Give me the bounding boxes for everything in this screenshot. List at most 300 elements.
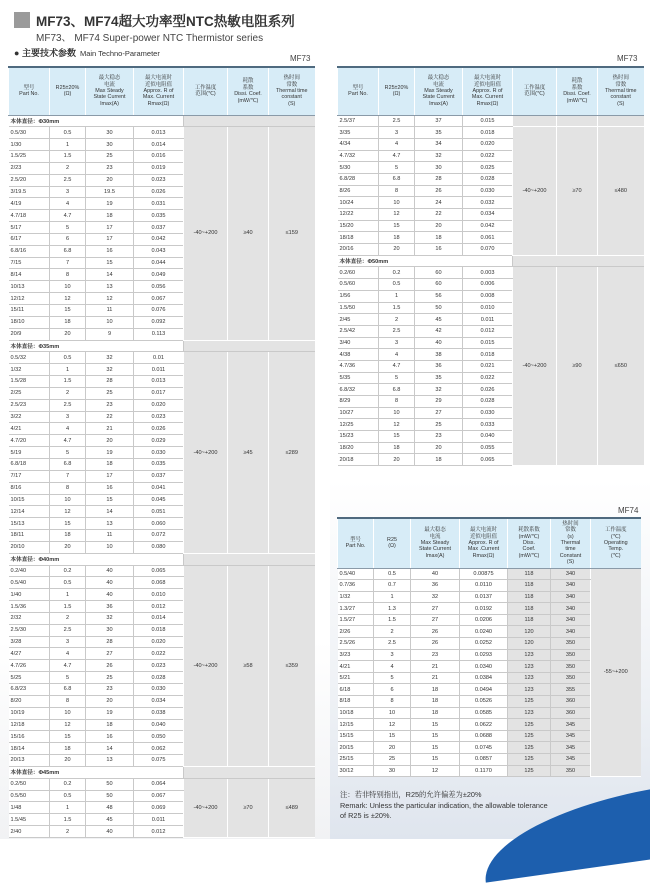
temp-range-cell: -40~+200 [184, 565, 228, 766]
temp-range-cell: -40~+200 [184, 778, 228, 837]
rmax-cell: 0.037 [134, 470, 184, 482]
imax-cell: 38 [415, 349, 463, 361]
imax-cell: 30 [86, 139, 134, 151]
mf73-table-left [8, 66, 315, 838]
section-row [9, 766, 315, 778]
r25-cell: 12 [50, 506, 86, 518]
imax-cell: 50 [86, 790, 134, 802]
r25-cell: 10 [50, 707, 86, 719]
part-no-cell: 2/40 [9, 826, 50, 838]
rmax-cell: 0.092 [134, 316, 184, 328]
rmax-cell: 0.00875 [460, 568, 508, 580]
imax-cell: 32 [415, 150, 463, 162]
imax-cell: 40 [415, 337, 463, 349]
r25-cell: 4 [50, 423, 86, 435]
column-header-line: 耗散 [571, 78, 583, 85]
part-no-cell: 8/26 [338, 185, 379, 197]
r25-cell: 5 [379, 372, 415, 384]
imax-cell: 32 [415, 384, 463, 396]
rmax-cell: 0.038 [134, 707, 184, 719]
rmax-cell: 0.031 [134, 198, 184, 210]
thermal-constant-cell: 360 [551, 707, 591, 719]
part-no-cell: 25/15 [338, 754, 374, 766]
rmax-cell: 0.065 [463, 454, 513, 466]
column-header-line: 近似电阻值 [474, 81, 501, 88]
r25-cell: 4 [379, 138, 415, 150]
part-no-cell: 8/16 [9, 482, 50, 494]
r25-cell: 18 [50, 316, 86, 328]
mf73-label-left: MF73 [290, 54, 311, 63]
rmax-cell: 0.035 [134, 210, 184, 222]
rmax-cell: 0.1170 [460, 765, 508, 777]
rmax-cell: 0.011 [134, 364, 184, 376]
remark [340, 790, 548, 822]
column-header-line: Part No. [348, 91, 368, 98]
rmax-cell: 0.035 [134, 458, 184, 470]
imax-cell: 40 [86, 565, 134, 577]
imax-cell: 50 [415, 302, 463, 314]
imax-cell: 25 [86, 387, 134, 399]
rmax-cell: 0.028 [463, 396, 513, 408]
section-filler [513, 255, 644, 267]
imax-cell: 14 [86, 506, 134, 518]
remark-cn: 注：若非特别指出，R25的允许偏差为±20% [340, 790, 482, 799]
remark-en-line2: of R25 is ±20%. [340, 811, 392, 820]
part-no-cell: 5/30 [338, 162, 379, 174]
r25-cell: 6.8 [50, 684, 86, 696]
rmax-cell: 0.028 [463, 173, 513, 185]
r25-cell: 4 [50, 648, 86, 660]
imax-cell: 16 [86, 482, 134, 494]
part-no-cell: 5/19 [9, 447, 50, 459]
part-no-cell: 20/13 [9, 755, 50, 767]
part-no-cell: 30/12 [338, 765, 374, 777]
imax-cell: 40 [86, 589, 134, 601]
r25-cell: 0.5 [379, 279, 415, 291]
part-no-cell: 2/45 [338, 314, 379, 326]
imax-cell: 14 [86, 269, 134, 281]
table-row [338, 127, 644, 139]
column-header [269, 67, 315, 115]
rmax-cell: 0.012 [134, 826, 184, 838]
r25-cell: 8 [379, 185, 415, 197]
column-header [86, 67, 134, 115]
rmax-cell: 0.055 [463, 442, 513, 454]
rmax-cell: 0.015 [463, 337, 513, 349]
section-filler [184, 766, 315, 778]
r25-cell: 4 [379, 349, 415, 361]
section-label: 本体直径：Φ45mm [9, 766, 184, 778]
rmax-cell: 0.014 [134, 139, 184, 151]
part-no-cell: 1.5/36 [9, 601, 50, 613]
column-header-line: 最大电流时 [470, 527, 497, 534]
column-header-line: (S) [288, 100, 296, 107]
part-no-cell: 6/18 [338, 684, 374, 696]
column-header-line: Max .Current [467, 546, 500, 553]
imax-cell: 15 [411, 730, 460, 742]
rmax-cell: 0.017 [134, 387, 184, 399]
part-no-cell: 8/18 [338, 696, 374, 708]
imax-cell: 20 [86, 435, 134, 447]
dissipation-cell: 123 [508, 684, 551, 696]
rmax-cell: 0.012 [134, 601, 184, 613]
column-header-line: Max Steady [95, 88, 124, 95]
column-header-line: R25±20% [384, 84, 409, 91]
r25-cell: 10 [50, 281, 86, 293]
column-header-line: (℃) [610, 533, 621, 540]
imax-cell: 22 [415, 209, 463, 221]
imax-cell: 10 [86, 541, 134, 553]
column-header-line: Thermal [560, 540, 581, 547]
dissipation-cell: 120 [508, 638, 551, 650]
column-header-line: Max. Current [142, 94, 175, 101]
dissipation-cell: 120 [508, 626, 551, 638]
part-no-cell: 1/32 [9, 364, 50, 376]
thermal-constant-cell: 345 [551, 742, 591, 754]
r25-cell: 3 [379, 337, 415, 349]
r25-cell: 6.8 [50, 458, 86, 470]
operating-temp-cell: -55~+200 [591, 568, 641, 777]
rmax-cell: 0.030 [463, 407, 513, 419]
imax-cell: 27 [415, 407, 463, 419]
thermal-constant-cell: 340 [551, 603, 591, 615]
r25-cell: 10 [379, 197, 415, 209]
column-header-line: Thermal time [605, 88, 637, 95]
imax-cell: 13 [86, 281, 134, 293]
imax-cell: 36 [86, 601, 134, 613]
imax-cell: 37 [415, 115, 463, 127]
r25-cell: 15 [374, 730, 411, 742]
part-no-cell: 15/13 [9, 518, 50, 530]
column-header-line: Dissi. Coef. [234, 91, 262, 98]
rmax-cell: 0.010 [463, 302, 513, 314]
rmax-cell: 0.016 [134, 151, 184, 163]
imax-cell: 48 [86, 802, 134, 814]
column-header-line: Max. Current [471, 94, 504, 101]
imax-cell: 40 [86, 577, 134, 589]
r25-cell: 1.5 [374, 614, 411, 626]
part-no-cell: 6.8/23 [9, 684, 50, 696]
column-header-line: (mW/℃) [237, 97, 259, 104]
r25-cell: 6 [50, 233, 86, 245]
dissipation-cell: 123 [508, 672, 551, 684]
part-no-cell: 3/23 [338, 649, 374, 661]
part-no-cell: 12/25 [338, 419, 379, 431]
r25-cell: 6.8 [379, 173, 415, 185]
part-no-cell: 4.7/32 [338, 150, 379, 162]
imax-cell: 60 [415, 267, 463, 279]
part-no-cell: 0.5/30 [9, 127, 50, 139]
thermal-constant-cell: 360 [551, 696, 591, 708]
imax-cell: 18 [86, 458, 134, 470]
part-no-cell: 8/14 [9, 269, 50, 281]
rmax-cell: 0.0192 [460, 603, 508, 615]
imax-cell: 11 [86, 305, 134, 317]
rmax-cell: 0.076 [134, 305, 184, 317]
thermal-constant-cell: 345 [551, 754, 591, 766]
r25-cell: 0.2 [50, 778, 86, 790]
r25-cell: 0.5 [50, 790, 86, 802]
temp-range-cell: -40~+200 [184, 352, 228, 553]
rmax-cell: 0.026 [463, 384, 513, 396]
r25-cell: 3 [374, 649, 411, 661]
r25-cell: 2.5 [374, 638, 411, 650]
r25-cell: 5 [50, 447, 86, 459]
part-no-cell: 1.5/28 [9, 376, 50, 388]
r25-cell: 12 [379, 209, 415, 221]
rmax-cell: 0.060 [134, 518, 184, 530]
rmax-cell: 0.069 [134, 802, 184, 814]
part-no-cell: 15/20 [338, 220, 379, 232]
imax-cell: 23 [86, 684, 134, 696]
rmax-cell: 0.029 [134, 435, 184, 447]
rmax-cell: 0.065 [134, 565, 184, 577]
r25-cell: 6.8 [50, 245, 86, 257]
part-no-cell: 20/18 [338, 454, 379, 466]
column-header-line: 电流 [104, 81, 115, 88]
imax-cell: 14 [86, 743, 134, 755]
rmax-cell: 0.018 [463, 349, 513, 361]
imax-cell: 25 [86, 672, 134, 684]
column-header [338, 67, 379, 115]
r25-cell: 6 [374, 684, 411, 696]
dissipation-cell: 118 [508, 591, 551, 603]
imax-cell: 18 [415, 454, 463, 466]
column-header-line: 范围(℃) [524, 91, 545, 98]
part-no-cell: 2.5/26 [338, 638, 374, 650]
column-header [411, 518, 460, 568]
column-header-line: time [565, 546, 576, 553]
imax-cell: 17 [86, 470, 134, 482]
column-header-line: (mW/℃) [518, 533, 540, 540]
column-header-line: Part No. [19, 91, 39, 98]
imax-cell: 34 [415, 138, 463, 150]
imax-cell: 13 [86, 755, 134, 767]
imax-cell: 23 [415, 431, 463, 443]
part-no-cell: 20/16 [338, 244, 379, 256]
part-no-cell: 2.5/23 [9, 399, 50, 411]
rmax-cell: 0.023 [134, 660, 184, 672]
rmax-cell: 0.0240 [460, 626, 508, 638]
thermal-constant-cell: 340 [551, 614, 591, 626]
rmax-cell: 0.030 [463, 185, 513, 197]
column-header-line: Thermal time [276, 88, 308, 95]
rmax-cell: 0.012 [463, 325, 513, 337]
imax-cell: 16 [86, 245, 134, 257]
part-no-cell: 2.5/30 [9, 624, 50, 636]
r25-cell: 15 [379, 220, 415, 232]
rmax-cell: 0.010 [134, 589, 184, 601]
part-no-cell: 6.8/16 [9, 245, 50, 257]
column-header-line: 系数 [571, 84, 583, 91]
rmax-cell: 0.0622 [460, 719, 508, 731]
dissipation-cell: ≥70 [557, 127, 598, 256]
imax-cell: 20 [415, 220, 463, 232]
rmax-cell: 0.003 [463, 267, 513, 279]
r25-cell: 3 [50, 411, 86, 423]
imax-cell: 17 [86, 233, 134, 245]
column-header-line: 电流 [433, 81, 444, 88]
imax-cell: 19.5 [86, 186, 134, 198]
thermal-constant-cell: ≤359 [269, 565, 315, 766]
section-label: 本体直径：Φ40mm [9, 553, 184, 565]
imax-cell: 18 [411, 696, 460, 708]
r25-cell: 10 [379, 407, 415, 419]
r25-cell: 8 [50, 269, 86, 281]
column-header-line: 近似电阻值 [470, 533, 497, 540]
r25-cell: 20 [50, 328, 86, 340]
r25-cell: 0.5 [50, 127, 86, 139]
part-no-cell: 2/25 [9, 387, 50, 399]
dissipation-cell: 123 [508, 707, 551, 719]
imax-cell: 35 [415, 127, 463, 139]
dissipation-cell: 118 [508, 580, 551, 592]
imax-cell: 32 [411, 591, 460, 603]
imax-cell: 25 [86, 151, 134, 163]
column-header-line: 系数 [242, 84, 254, 91]
part-no-cell: 1/40 [9, 589, 50, 601]
r25-cell: 8 [379, 396, 415, 408]
page-subtitle: MF73、 MF74 Super-power NTC Thermistor series [36, 33, 264, 44]
column-header-line: State Current [422, 94, 455, 101]
part-no-cell: 2/23 [9, 162, 50, 174]
column-header-line: 耗散 [242, 78, 254, 85]
column-header [228, 67, 269, 115]
rmax-cell: 0.061 [463, 232, 513, 244]
rmax-cell: 0.01 [134, 352, 184, 364]
part-no-cell: 4/19 [9, 198, 50, 210]
imax-cell: 60 [415, 279, 463, 291]
rmax-cell: 0.062 [134, 743, 184, 755]
rmax-cell: 0.041 [134, 482, 184, 494]
section-filler [184, 340, 315, 352]
imax-cell: 19 [86, 198, 134, 210]
imax-cell: 19 [86, 707, 134, 719]
part-no-cell: 0.5/40 [338, 568, 374, 580]
imax-cell: 18 [86, 719, 134, 731]
r25-cell: 25 [374, 754, 411, 766]
part-no-cell: 15/16 [9, 731, 50, 743]
imax-cell: 15 [411, 754, 460, 766]
imax-cell: 36 [415, 360, 463, 372]
imax-cell: 22 [86, 411, 134, 423]
thermal-constant-cell: ≤489 [269, 778, 315, 837]
r25-cell: 8 [374, 696, 411, 708]
section-row [9, 340, 315, 352]
column-header [50, 67, 86, 115]
mf74-table [337, 517, 641, 777]
column-header [415, 67, 463, 115]
rmax-cell: 0.026 [134, 186, 184, 198]
part-no-cell: 2/32 [9, 612, 50, 624]
r25-cell: 0.7 [374, 580, 411, 592]
rmax-cell: 0.0340 [460, 661, 508, 673]
rmax-cell: 0.034 [463, 209, 513, 221]
r25-cell: 4.7 [50, 210, 86, 222]
r25-cell: 0.2 [50, 565, 86, 577]
rmax-cell: 0.020 [463, 138, 513, 150]
imax-cell: 42 [415, 325, 463, 337]
part-no-cell: 18/20 [338, 442, 379, 454]
imax-cell: 30 [86, 624, 134, 636]
rmax-cell: 0.045 [134, 494, 184, 506]
thermal-constant-cell: 350 [551, 765, 591, 777]
part-no-cell: 1/48 [9, 802, 50, 814]
rmax-cell: 0.0688 [460, 730, 508, 742]
rmax-cell: 0.0252 [460, 638, 508, 650]
column-header [184, 67, 228, 115]
imax-cell: 26 [411, 638, 460, 650]
imax-cell: 11 [86, 530, 134, 542]
rmax-cell: 0.023 [134, 411, 184, 423]
part-no-cell: 6.8/18 [9, 458, 50, 470]
title-cn: MF73、MF74超大功率型NTC热敏电阻系列 [36, 14, 295, 29]
rmax-cell: 0.030 [134, 447, 184, 459]
column-header-line: 型号 [352, 84, 364, 91]
column-header-line: constant [610, 94, 631, 101]
rmax-cell: 0.043 [134, 245, 184, 257]
blank-cell [513, 115, 557, 127]
column-header-line: Part No. [345, 543, 366, 550]
part-no-cell: 18/10 [9, 316, 50, 328]
rmax-cell: 0.051 [134, 506, 184, 518]
imax-cell: 19 [86, 447, 134, 459]
r25-cell: 5 [50, 672, 86, 684]
part-no-cell: 10/27 [338, 407, 379, 419]
column-header-line: 常数 [565, 527, 576, 534]
column-header [598, 67, 644, 115]
mf73-label-right: MF73 [617, 54, 638, 63]
rmax-cell: 0.014 [134, 612, 184, 624]
column-header-line: Max Steady [424, 88, 453, 95]
part-no-cell: 1/30 [9, 139, 50, 151]
rmax-cell: 0.0110 [460, 580, 508, 592]
rmax-cell: 0.018 [134, 624, 184, 636]
imax-cell: 16 [415, 244, 463, 256]
thermal-constant-cell: 345 [551, 719, 591, 731]
r25-cell: 6.8 [379, 384, 415, 396]
table-row [338, 267, 644, 279]
blank-cell [598, 115, 644, 127]
column-header-line: (℃) [610, 552, 621, 559]
column-header [374, 518, 411, 568]
r25-cell: 1.5 [50, 601, 86, 613]
imax-cell: 15 [411, 742, 460, 754]
rmax-cell: 0.044 [134, 257, 184, 269]
imax-cell: 17 [86, 222, 134, 234]
column-header [460, 518, 508, 568]
part-no-cell: 1.5/45 [9, 814, 50, 826]
part-no-cell: 8/20 [9, 695, 50, 707]
part-no-cell: 15/11 [9, 305, 50, 317]
section-row [338, 255, 644, 267]
part-no-cell: 1/32 [338, 591, 374, 603]
r25-cell: 4.7 [379, 360, 415, 372]
imax-cell: 21 [86, 423, 134, 435]
r25-cell: 1 [50, 364, 86, 376]
column-header-line: (mW/℃) [518, 552, 540, 559]
part-no-cell: 4.7/18 [9, 210, 50, 222]
column-header-line: 最大电流时 [474, 75, 501, 82]
imax-cell: 18 [415, 232, 463, 244]
dissipation-cell: 125 [508, 754, 551, 766]
part-no-cell: 12/12 [9, 293, 50, 305]
part-no-cell: 1.5/25 [9, 151, 50, 163]
imax-cell: 35 [415, 372, 463, 384]
imax-cell: 32 [86, 364, 134, 376]
part-no-cell: 20/10 [9, 541, 50, 553]
rmax-cell: 0.028 [134, 672, 184, 684]
